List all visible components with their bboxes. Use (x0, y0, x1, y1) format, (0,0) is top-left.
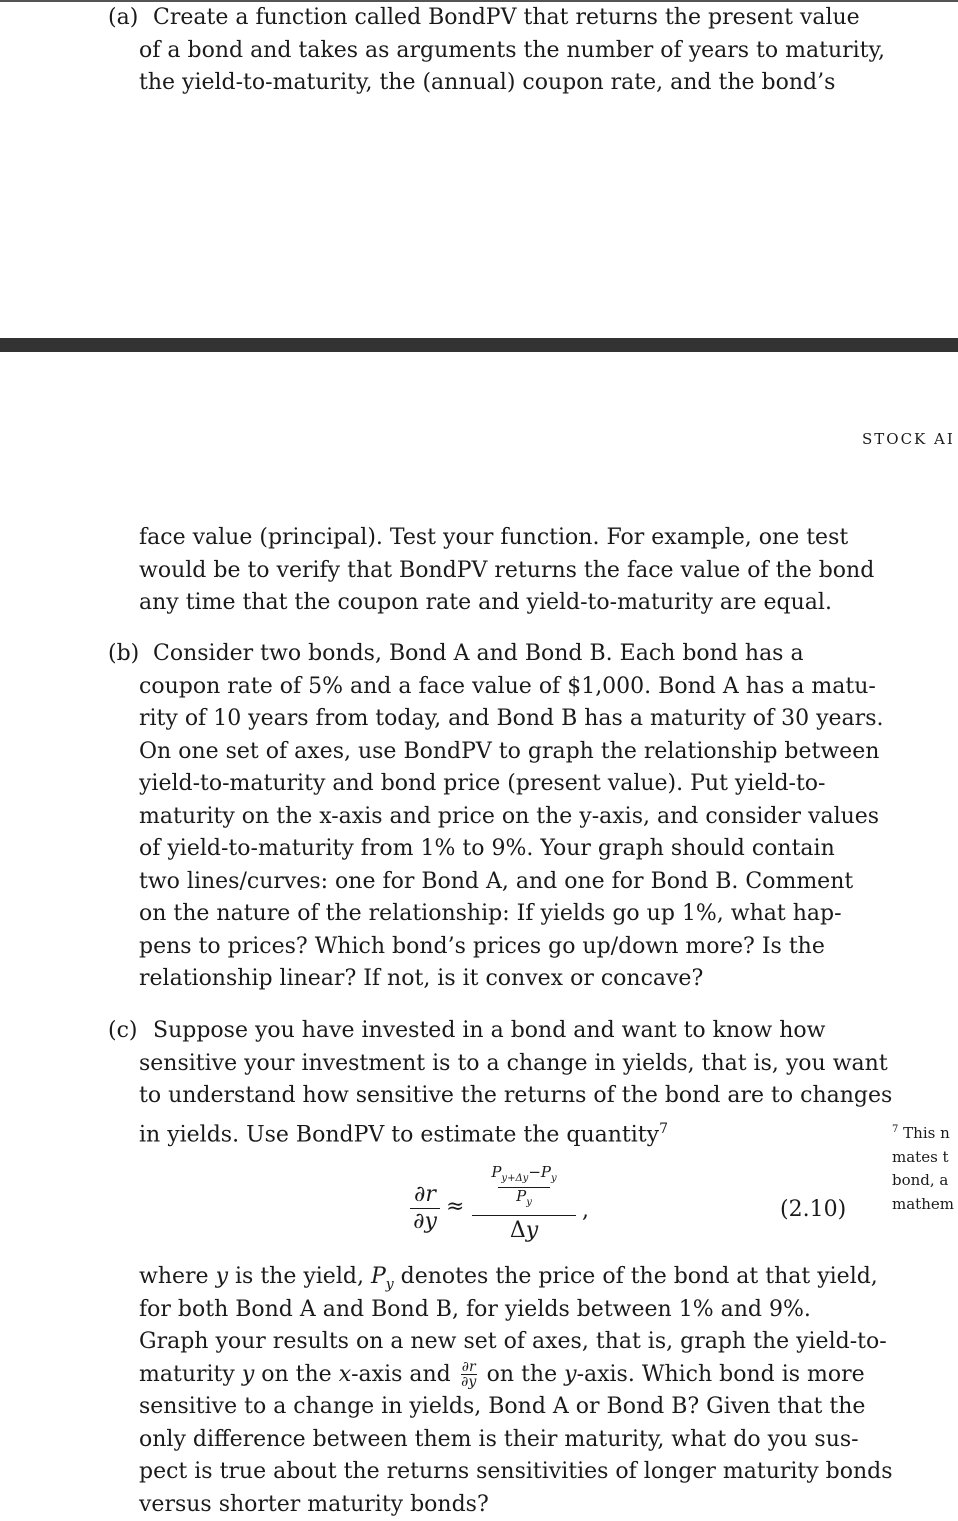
part-c-line-4-text: in yields. Use BondPV to estimate the quantity (139, 1122, 659, 1147)
footnote-line-1 (892, 1118, 954, 1146)
footnote-line-3: bond, a (892, 1169, 954, 1193)
part-a-cont-line-3: any time that the coupon rate and yield-to-maturity are equal. (139, 587, 832, 620)
part-a-line-3: the yield-to-maturity, the (annual) coupon rate, and the bond’s (139, 67, 835, 100)
footnote-text-1: This n (903, 1124, 950, 1142)
part-b-line-4: On one set of axes, use BondPV to graph the relationship between (139, 736, 879, 769)
where-text-c: is the yield, (228, 1264, 371, 1289)
line4-var-y2: y (564, 1362, 576, 1387)
running-header: STOCK AI (862, 430, 955, 448)
line4-text-a: maturity (139, 1362, 242, 1387)
line4-text-i: -axis. Which bond is more (577, 1362, 865, 1387)
lhs-fraction (410, 1182, 440, 1235)
part-b-line-1: Consider two bonds, Bond A and Bond B. Each bond has a (153, 638, 804, 671)
part-b-line-5: yield-to-maturity and bond price (present value). Put yield-to- (139, 768, 825, 801)
footnote-line-4: mathem (892, 1193, 954, 1217)
where-var-p: P (371, 1264, 386, 1289)
minus-sign: − (528, 1163, 541, 1181)
part-b-line-3: rity of 10 years from today, and Bond B has a maturity of 30 years. (139, 703, 883, 736)
part-c-line-1: Suppose you have invested in a bond and want to know how (153, 1015, 825, 1048)
page-divider (0, 338, 958, 352)
part-b-label: (b) (108, 638, 139, 671)
where-var-y: y (216, 1264, 228, 1289)
part-a-line-2: of a bond and takes as arguments the number of years to maturity, (139, 35, 885, 68)
part-c-end-line-1: sensitive to a change in yields, Bond A or Bond B? Given that the (139, 1391, 865, 1424)
part-b-line-11: relationship linear? If not, is it convex or concave? (139, 963, 703, 996)
rhs-fraction (472, 1164, 576, 1246)
part-c-end-line-3: pect is true about the returns sensitivities of longer maturity bonds (139, 1456, 893, 1489)
line4-text-g: on the (480, 1362, 564, 1387)
part-c-line-4 (139, 1113, 668, 1152)
footnote-mark: 7 (892, 1124, 898, 1135)
line4-var-x: x (339, 1362, 351, 1387)
price-den: P (516, 1187, 526, 1205)
price-base: P (541, 1163, 551, 1181)
line4-text-c: on the (254, 1362, 338, 1387)
part-b-line-8: two lines/curves: one for Bond A, and one for Bond B. Comment (139, 866, 853, 899)
part-c-where-line-3: Graph your results on a new set of axes, that is, graph the yield-to- (139, 1326, 887, 1359)
margin-footnote (892, 1118, 954, 1216)
approx-symbol: ≈ (446, 1194, 464, 1219)
lhs-numerator: ∂r (410, 1182, 440, 1209)
part-b-line-7: of yield-to-maturity from 1% to 9%. Your graph should contain (139, 833, 835, 866)
where-text-f: denotes the price of the bond at that yield, (394, 1264, 878, 1289)
part-c-line-3: to understand how sensitive the returns of the bond are to changes (139, 1080, 892, 1113)
where-text-a: where (139, 1264, 216, 1289)
inline-derivative-den: ∂y (461, 1375, 477, 1389)
part-b-line-6: maturity on the x-axis and price on the y-axis, and consider values (139, 801, 879, 834)
price-den-subscript: y (526, 1197, 532, 1208)
part-b-line-9: on the nature of the relationship: If yields go up 1%, what hap- (139, 898, 842, 931)
inner-denominator (498, 1187, 550, 1211)
part-b-line-10: pens to prices? Which bond’s prices go up/down more? Is the (139, 931, 825, 964)
outer-denominator: Δy (472, 1215, 576, 1246)
footnote-reference: 7 (659, 1121, 668, 1137)
inline-derivative-num: ∂r (461, 1360, 477, 1375)
part-c-where-line-4 (139, 1359, 865, 1392)
part-a-label: (a) (108, 2, 138, 35)
price-shifted: P (491, 1163, 501, 1181)
inner-numerator (472, 1164, 576, 1187)
part-c-where-line-2: for both Bond A and Bond B, for yields between 1% and 9%. (139, 1294, 811, 1327)
equation-comma: , (582, 1198, 589, 1223)
part-a-cont-line-2: would be to verify that BondPV returns the face value of the bond (139, 555, 874, 588)
equation-number: (2.10) (780, 1197, 846, 1222)
part-c-line-2: sensitive your investment is to a change in yields, that is, you want (139, 1048, 888, 1081)
part-c-end-line-4: versus shorter maturity bonds? (139, 1489, 489, 1521)
lhs-denominator: ∂y (410, 1209, 440, 1235)
line4-var-y: y (242, 1362, 254, 1387)
part-a-line-1: Create a function called BondPV that returns the present value (153, 2, 860, 35)
footnote-line-2: mates t (892, 1146, 954, 1170)
price-shifted-subscript: y+Δy (501, 1173, 528, 1184)
part-c-label: (c) (108, 1015, 138, 1048)
inline-derivative (461, 1360, 477, 1389)
price-base-subscript: y (551, 1173, 557, 1184)
line4-text-e: -axis and (351, 1362, 458, 1387)
where-var-p-sub: y (386, 1276, 394, 1292)
part-b-line-2: coupon rate of 5% and a face value of $1,000. Bond A has a matu- (139, 671, 876, 704)
part-c-end-line-2: only difference between them is their maturity, what do you sus- (139, 1424, 859, 1457)
part-a-cont-line-1: face value (principal). Test your function. For example, one test (139, 522, 848, 555)
